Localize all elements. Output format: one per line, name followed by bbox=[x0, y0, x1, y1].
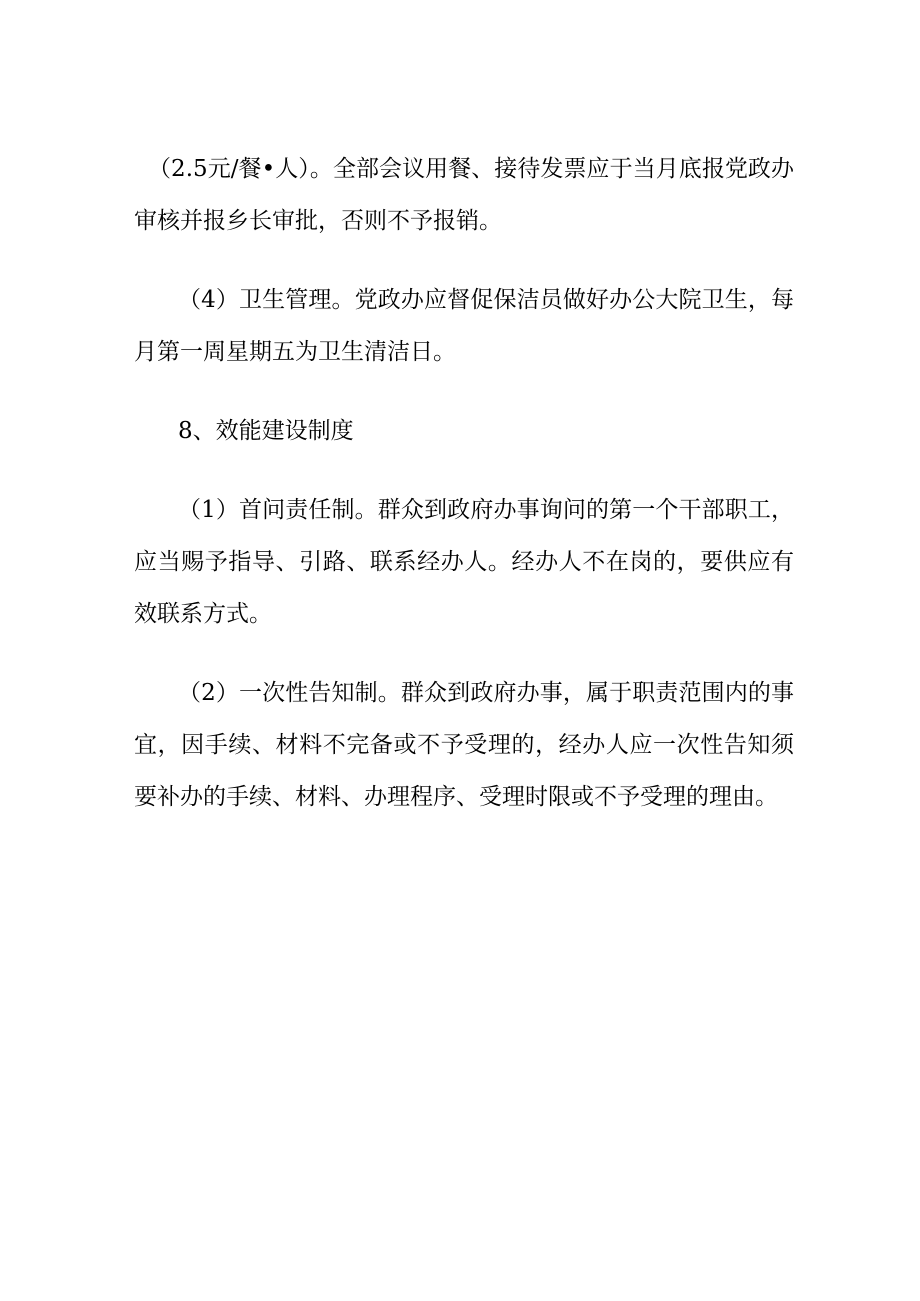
paragraph-one-time-notification: （2）一次性告知制。群众到政府办事，属于职责范围内的事宜，因手续、材料不完备或不予受理的，经办人应一次性告知须要补办的手续、材料、办理程序、受理时限或不予受理的理由。 bbox=[134, 680, 794, 810]
paragraph-sanitation-management: （4）卫生管理。党政办应督促保洁员做好办公大院卫生，每月第一周星期五为卫生清洁日。 bbox=[134, 287, 794, 365]
document-body bbox=[134, 143, 794, 850]
section-heading-efficiency: 8、效能建设制度 bbox=[178, 418, 354, 444]
paragraph-meal-standard: （2.5元/餐•人）。全部会议用餐、接待发票应于当月底报党政办审核并报乡长审批，否则不予报销。 bbox=[134, 156, 794, 234]
paragraph-first-inquiry-responsibility: （1）首问责任制。群众到政府办事询问的第一个干部职工，应当赐予指导、引路、联系经办人。经办人不在岗的，要供应有效联系方式。 bbox=[134, 497, 794, 627]
